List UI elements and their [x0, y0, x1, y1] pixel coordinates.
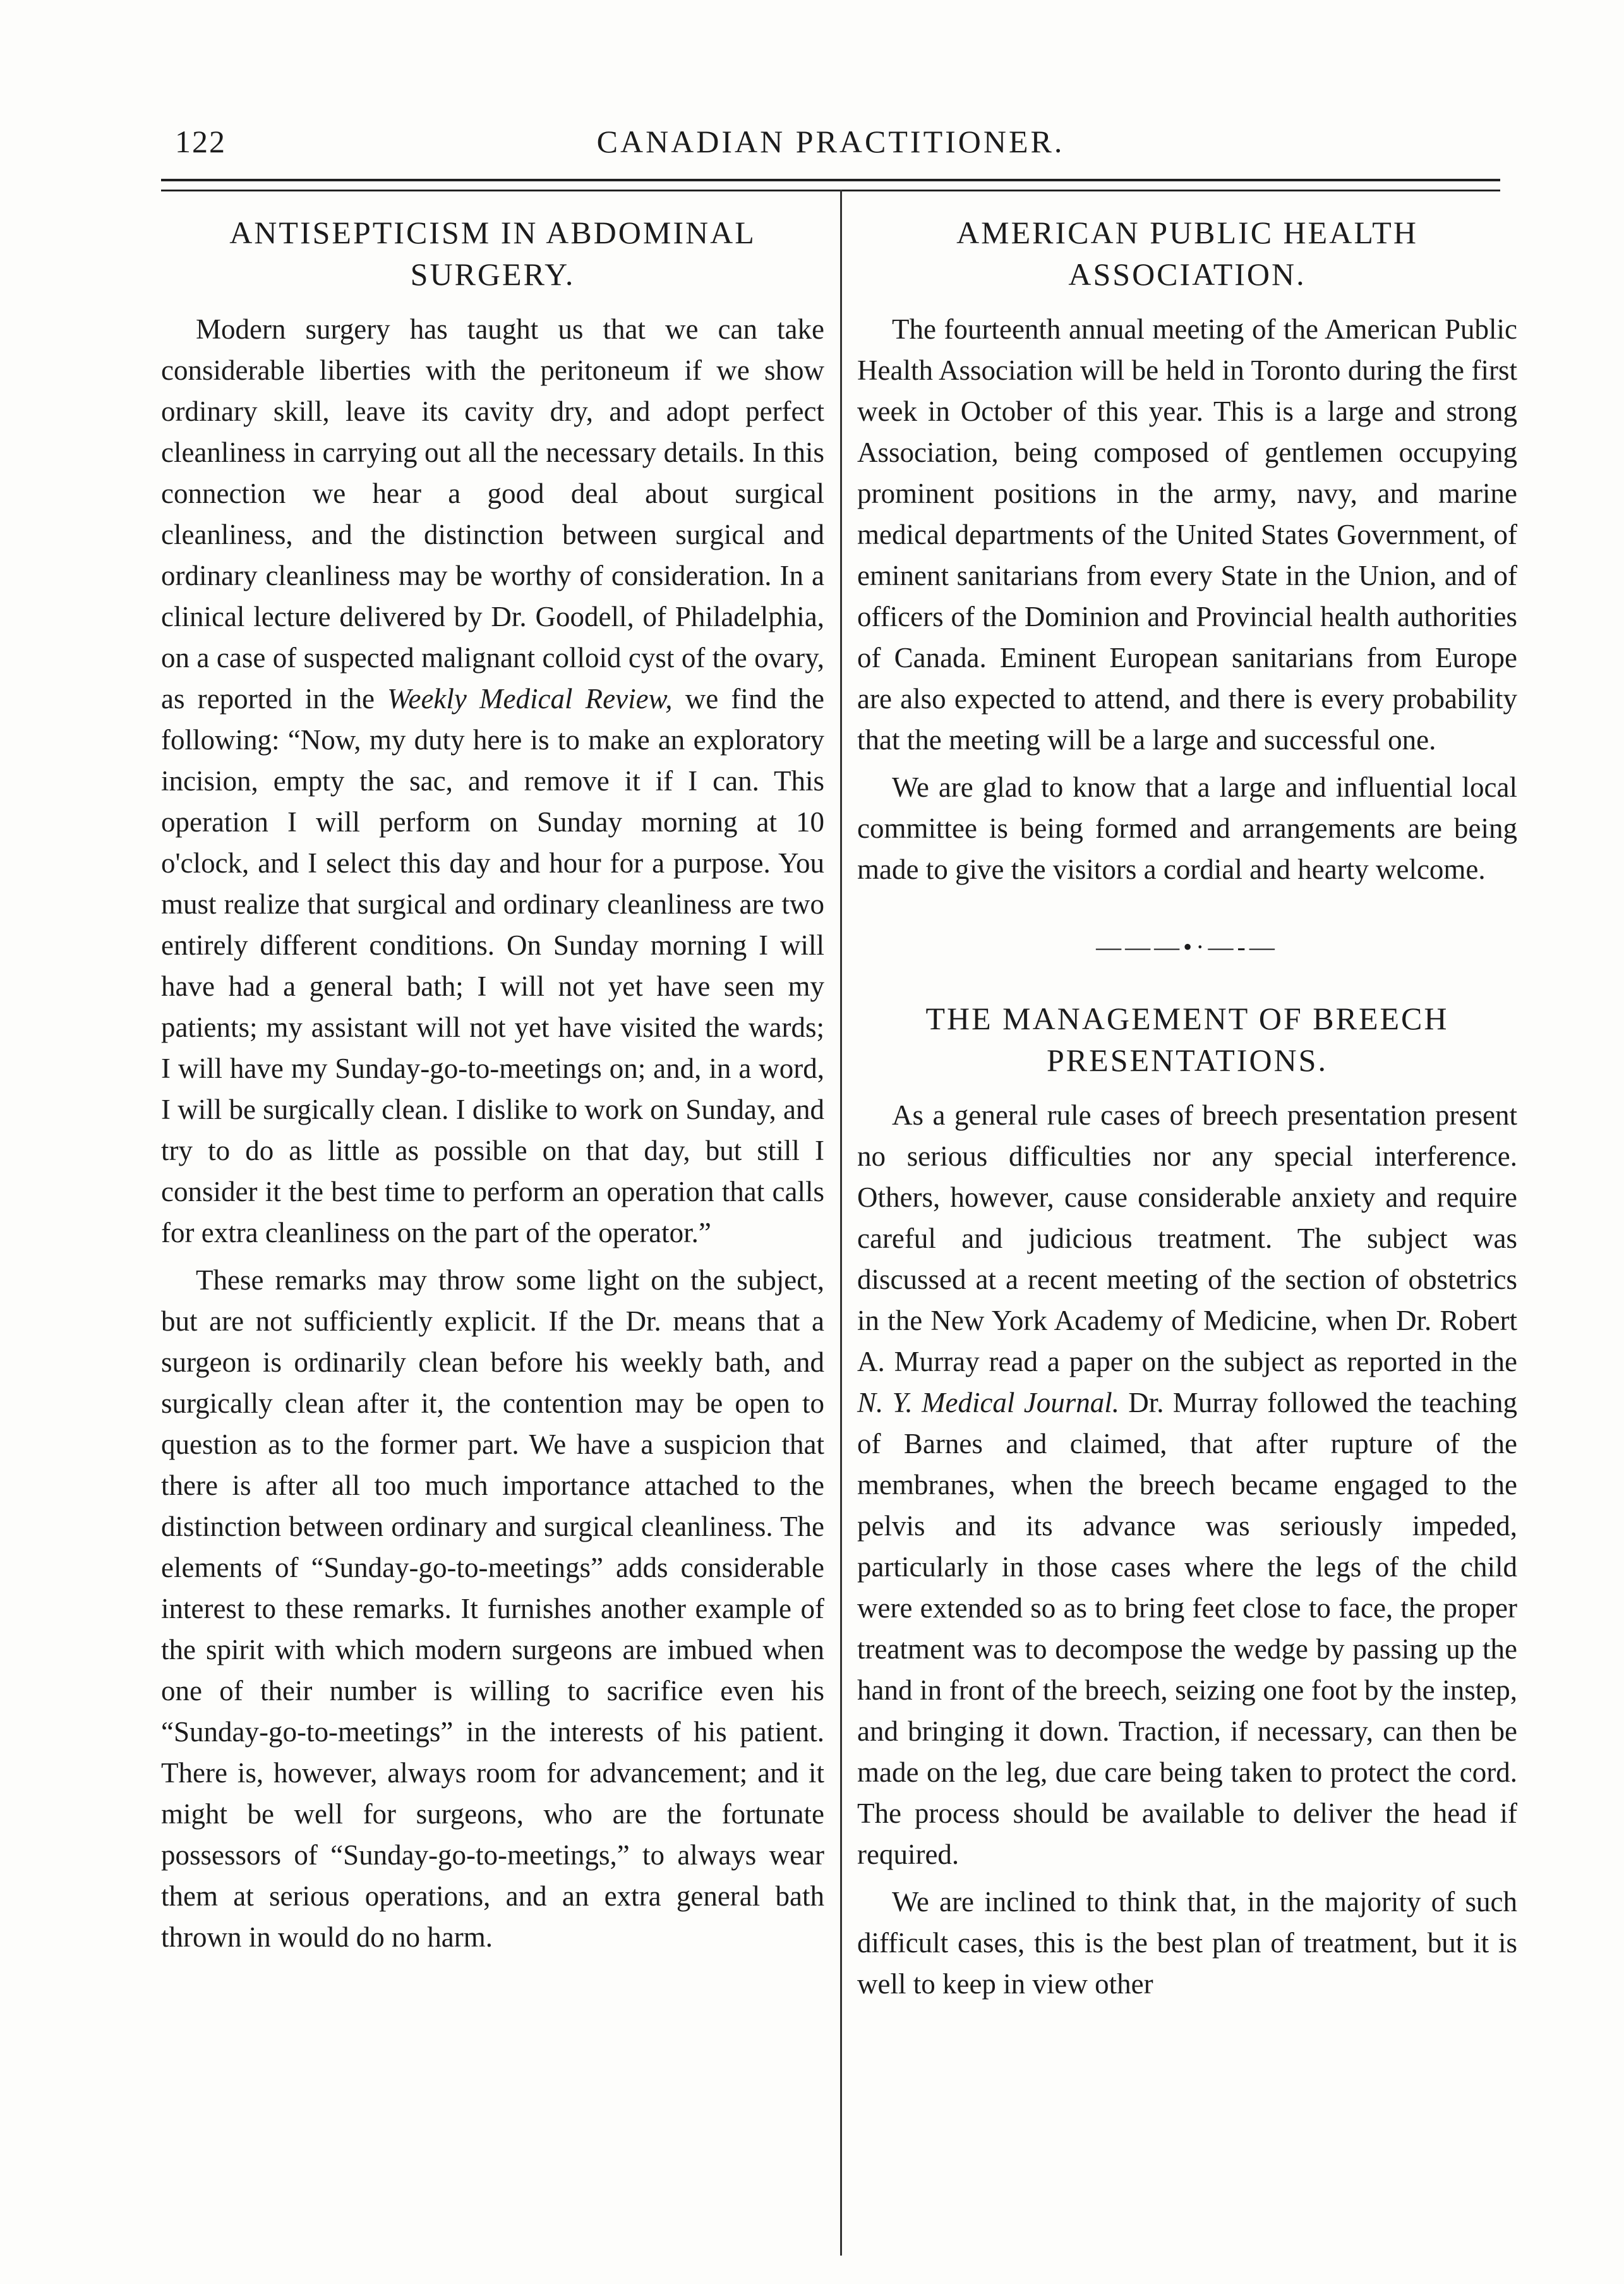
- article-title-public-health: AMERICAN PUBLIC HEALTH ASSOCIATION.: [956, 215, 1418, 292]
- section-ornament: ———•·—-—: [1096, 933, 1278, 961]
- header-rule-top: [161, 179, 1500, 181]
- journal-name-italic: N. Y. Medical Journal.: [857, 1387, 1119, 1418]
- left-column: [161, 212, 824, 1964]
- article-paragraph: [161, 309, 824, 1254]
- article-paragraph: The fourteenth annual meeting of the American Public Health Association will be held in Toronto during the first week in October of this year. This is a large and strong Association, being composed of gentlemen occupying prominent positions in the army, navy, and marine medical departments of the United States Government, of eminent sanitarians from every State in the Union, and of officers of the Dominion and Provincial health authorities of Canada. Eminent European sanitarians from Europe are also expected to attend, and there is every probability that the meeting will be a large and successful one.: [857, 313, 1517, 756]
- article-paragraph: These remarks may throw some light on the subject, but are not sufficiently explicit. If the Dr. means that a surgeon is ordinarily clean before his weekly bath, and surgically clean after it, the contention may be open to question as to the former part. We have a suspicion that there is after all too much importance attached to the distinction between ordinary and surgical cleanliness. The elements of “Sunday-go-to-meetings” adds considerable interest to these remarks. It furnishes another example of the spirit with which modern surgeons are imbued when one of their number is willing to sacrifice even his “Sunday-go-to-meetings” in the interests of his patient. There is, however, always room for advancement; and it might be well for surgeons, who are the fortunate possessors of “Sunday-go-to-meetings,” to always wear them at serious operations, and an extra general bath thrown in would do no harm.: [161, 1264, 824, 1953]
- paragraph-text: Dr. Murray followed the teaching of Barnes and claimed, that after rupture of the membranes, when the breech became engaged to the pelvis and its advance was seriously impeded, particularly in those cases where the legs of the child were extended so as to bring feet close to face, the proper treatment was to decompose the wedge by passing up the hand in front of the breech, seizing one foot by the instep, and bringing it down. Traction, if necessary, can then be made on the leg, due care being taken to protect the cord. The process should be available to deliver the head if required.: [857, 1387, 1517, 1870]
- column-divider: [840, 190, 842, 2256]
- article-paragraph: We are inclined to think that, in the majority of such difficult cases, this is the best plan of treatment, but it is well to keep in view other: [857, 1886, 1517, 2000]
- right-column: [857, 212, 1517, 2011]
- article-paragraph: [857, 1095, 1517, 1875]
- header-rule-bottom: [161, 190, 1500, 191]
- paragraph-text: As a general rule cases of breech presentation present no serious difficulties nor any special interference. Others, however, cause considerable anxiety and require careful and judicious treatment. The subject was discussed at a recent meeting of the section of obstetrics in the New York Academy of Medicine, when Dr. Robert A. Murray read a paper on the subject as reported in the: [857, 1099, 1517, 1377]
- running-head: CANADIAN PRACTITIONER.: [596, 124, 1065, 159]
- paragraph-text: we find the following: “Now, my duty here is to make an exploratory incision, empty the sac, and remove it if I can. This operation I will perform on Sunday morning at 10 o'clock, and I select this day and hour for a purpose. You must realize that surgical and ordinary cleanliness are two entirely different conditions. On Sunday morning I will have had a general bath; I will not yet have seen my patients; my assistant will not yet have visited the wards; I will have my Sunday-go-to-meetings on; and, in a word, I will be surgically clean. I dislike to work on Sunday, and try to do as little as possible on that day, but still I consider it the best time to perform an operation that calls for extra cleanliness on the part of the operator.”: [161, 683, 824, 1248]
- article-paragraph: We are glad to know that a large and influential local committee is being formed and arrangements are being made to give the visitors a cordial and hearty welcome.: [857, 771, 1517, 885]
- page-number: 122: [175, 124, 226, 159]
- paragraph-text: Modern surgery has taught us that we can take considerable liberties with the peritoneum if we show ordinary skill, leave its cavity dry, and adopt perfect cleanliness in carrying out all the necessary details. In this connection we hear a good deal about surgical cleanliness, and the distinction between surgical and ordinary cleanliness may be worthy of consideration. In a clinical lecture delivered by Dr. Goodell, of Philadelphia, on a case of suspected malignant colloid cyst of the ovary, as reported in the: [161, 313, 824, 715]
- page-header: [161, 123, 1500, 167]
- article-title-antisepticism: ANTISEPTICISM IN ABDOMINAL SURGERY.: [229, 215, 756, 292]
- journal-name-italic: Weekly Medical Review,: [387, 683, 673, 715]
- article-title-breech: THE MANAGEMENT OF BREECH PRESENTATIONS.: [925, 1001, 1449, 1078]
